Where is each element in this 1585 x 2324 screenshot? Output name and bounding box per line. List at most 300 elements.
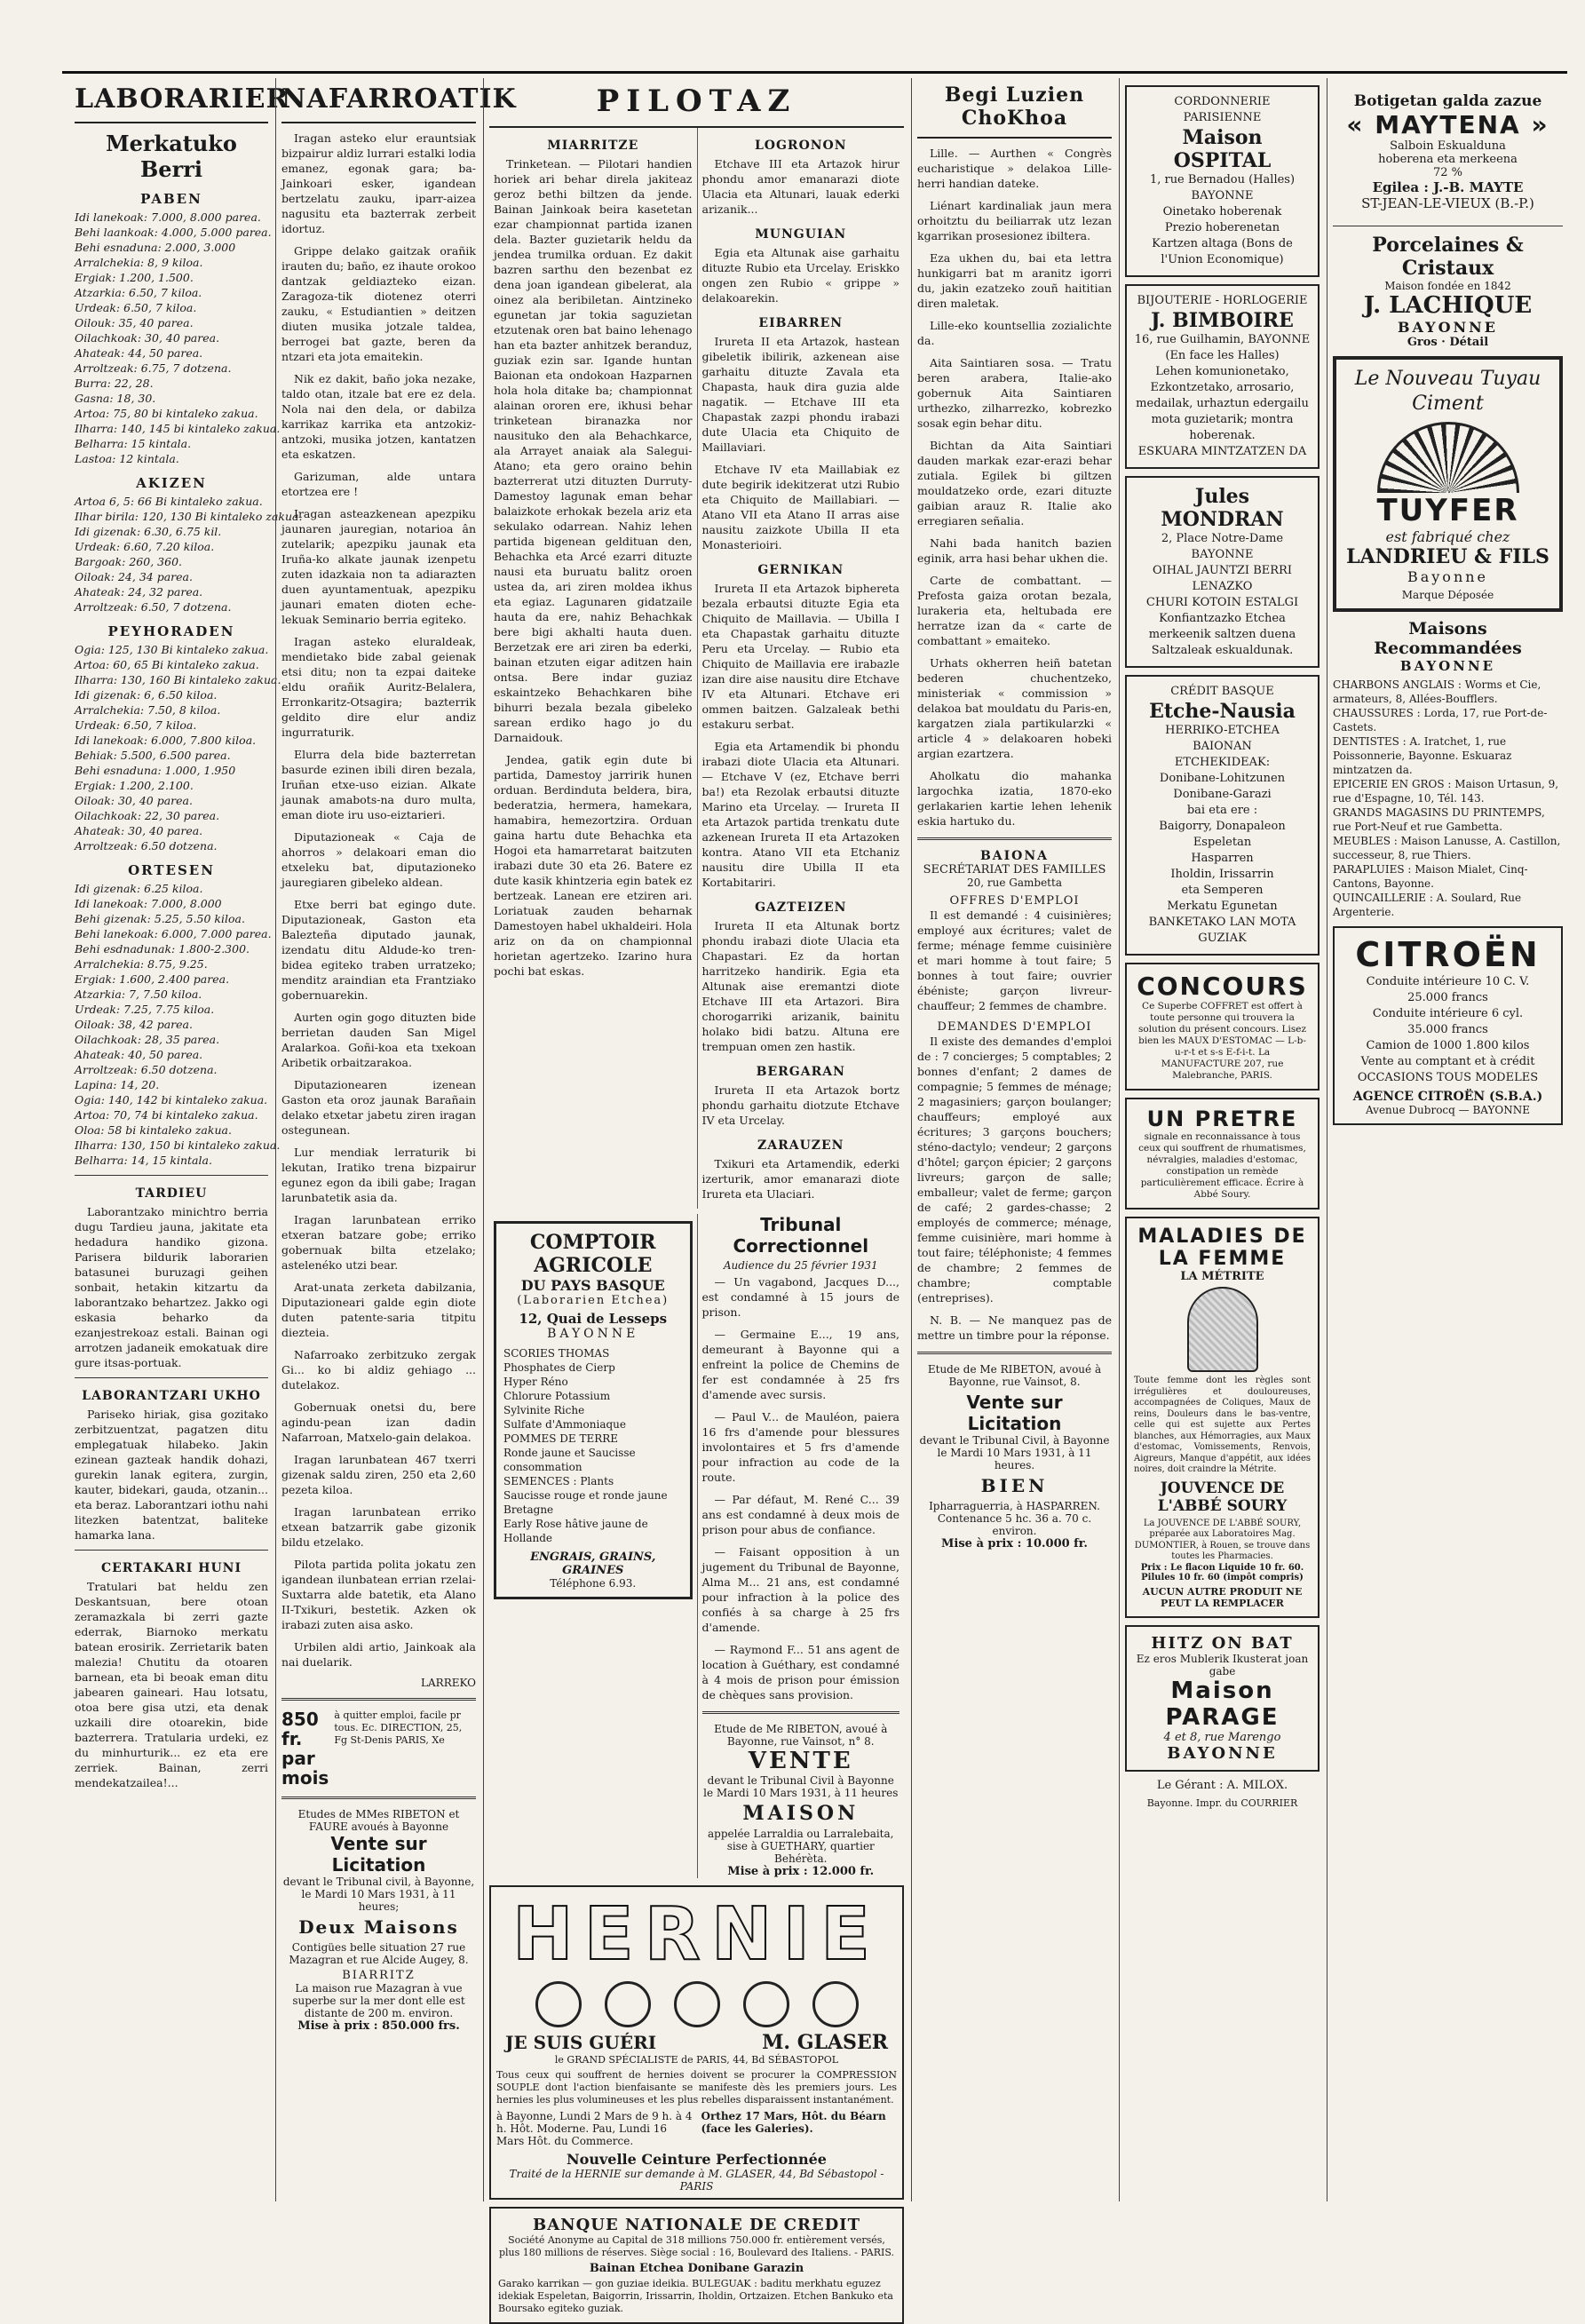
paragraph: Arat-unata zerketa dabilzania, Diputazioneari galde egin diote duten patente-saria titpitu diezteia. (281, 1281, 476, 1339)
article-list (75, 1175, 268, 1790)
market-line: Urdeak: 6.50, 7 kiloa. (75, 301, 197, 314)
citroen-brand: CITROËN (1355, 935, 1541, 974)
offres-header: BAIONA (979, 849, 1050, 863)
section-title: GAZTEIZEN (755, 900, 847, 915)
maytena-line: hoberena eta merkeena (1378, 153, 1518, 166)
tribunal-block (697, 1214, 905, 1878)
concours-ad (1125, 963, 1320, 1091)
paragraph: Iragan asteko eluraldeak, mendietako bide zabal geienak etsi ditu; non ta ezpai daiteke eldu orañik Auritz-Belalera, Erronkaritz-Otsagira; bazterrik geldito dire elur andiz ingurraturik. (281, 635, 476, 739)
lachique-city: BAYONNE (1398, 319, 1498, 336)
paragraph: Nahi bada hanitch bazien eginik, arra hasi behar ukhen die. (917, 536, 1112, 565)
gerant-line: Le Gérant : A. MILOX. (1156, 1778, 1288, 1792)
shop-ad-title: CORDONNERIE PARISIENNE (1174, 95, 1271, 124)
market-block (75, 191, 281, 466)
article-title: CERTAKARI HUNI (100, 1561, 242, 1575)
lachique-line: Maison fondée en 1842 (1384, 280, 1511, 292)
market-line: Idi gizenak: 6.30, 6.75 kil. (75, 525, 222, 538)
market-line: Oiloak: 24, 34 parea. (75, 570, 193, 583)
licitation-heading: BIEN (980, 1475, 1049, 1496)
hernie-traite: Traité de la HERNIE sur demande à M. GLASER, 44, Bd Sébastopol - PARIS (509, 2168, 884, 2193)
column-pilotaz (483, 78, 909, 2314)
market-line: Artoa: 75, 80 bi kintaleko zakua. (75, 407, 258, 420)
market-line: Arroltzeak: 6.75, 7 dotzena. (75, 361, 232, 375)
market-line: Idi lanekoak: 7.000, 8.000 parea. (75, 210, 261, 224)
product-line: SCORIES THOMAS (503, 1347, 610, 1360)
hernie-title: HERNIE (512, 1892, 881, 1977)
paragraph: Iragan larunbatean 467 txerri gizenak saldu ziren, 250 eta 2,60 pezeta kiloa. (281, 1453, 476, 1496)
citroen-line: OCCASIONS TOUS MODELES (1357, 1071, 1539, 1084)
divider (75, 1377, 268, 1378)
market-line: Oilachkoak: 28, 35 parea. (75, 1033, 220, 1046)
column-laborarier (69, 78, 303, 2201)
market-list (75, 191, 303, 1168)
market-line: Ilharra: 130, 150 bi kintaleko zakua. (75, 1138, 281, 1152)
market-line: Urdeak: 7.25, 7.75 kiloa. (75, 1003, 215, 1016)
shop-ad-line: Prezio hoberenetan (1164, 221, 1280, 234)
shop-ad (1125, 476, 1320, 668)
paragraph: Aita Saintiaren sosa. — Tratu beren arabera, Italie-ako gobernuk Aita Saintiaren urthezko, zilharrezko, kobrezko sosak egin behar ditu. (917, 356, 1112, 430)
maison-item: MEUBLES : Maison Lanusse, A. Castillon, successeur, 8, rue Thiers. (1333, 835, 1561, 861)
citroen-line: Vente au comptant et à crédit (1360, 1055, 1535, 1068)
lachique-big: Porcelaines & Cristaux (1372, 234, 1524, 280)
lachique-name: J. LACHIQUE (1363, 292, 1533, 319)
product-line: SEMENCES : Plants (503, 1475, 614, 1487)
market-line: Ahateak: 30, 40 parea. (75, 824, 203, 837)
tribunal-title: Tribunal Correctionnel (733, 1214, 869, 1257)
tribunal-item: — Faisant opposition à un jugement du Tribunal de Bayonne, Alma M... 21 ans, est condamné pour infraction à la police des confiés à sa charge à 25 frs d'amende. (701, 1545, 899, 1634)
medal-icon (812, 1981, 859, 2027)
medal-row (496, 1981, 897, 2027)
citroen-ad (1333, 926, 1563, 1125)
citroen-address: Avenue Dubrocq — BAYONNE (1366, 1104, 1530, 1116)
market-line: Idi gizenak: 6, 6.50 kiloa. (75, 688, 218, 702)
market-line: Ogia: 140, 142 bi kintaleko zakua. (75, 1093, 268, 1106)
section-text: Trinketean. — Pilotari handien horiek ari behar direla jakiteaz geroz bethi biltzen da jende. Bainan Jainkoak beira kasetetan ezar championnat partida izanen dela. Bazter guzietarik heldu da jendea trumilka orduan. Ez dakit bazren sarthu den bezenbat ez dena joan igandean gibelerat, ala oinez ala beribiletan. Aintzineko egunetan jar tokia saguzietan etzutenak oren bat baino lehenago han eta bazter anhitzek beranduz, guziak ezin sar. Igande huntan Baionan eta ondokoan Hazparnen hola hola ditake ba; championnat alainan ororen ere, ikhusi behar trinketean biranazka nor nausituko den ala Behachkarce, ala Arrayet anaiak ala Salegui-Atano; eta gero oraino behin bazterrerat utzi dituzten Durruty-Damestoy lagunak eman behar balaizkote erhokak bezela ariz eta sekulako odarrean. Nahiz lehen partida bigenean geldituan den, Behachka eta Arcé ezarri dituzte nausi eta buruatu balitz oroen ustea da, ari ziren moldea ikhus eta egiaz. Lagunaren gidatzaile hauta da ere, nahiz Behachkak bere bigi akhalti hauta duen. Berzetzak ere ari ziren ba ederki, bainan etzuten eigar aditzen hain ontsa. Bere indar guziaz eskaintzeko Behachkaren bihe bihurri bezala bezala gibeleko sarean erdiko hago jo du Darnaidouk. (494, 157, 693, 744)
lachique-ad (1333, 234, 1563, 349)
market-line: Behi esnaduna: 2.000, 3.000 (75, 241, 236, 254)
unpretre-ad (1125, 1098, 1320, 1210)
market-line: Ergiak: 1.600, 2.400 parea. (75, 972, 230, 986)
offres-title: DEMANDES D'EMPLOI (937, 1020, 1092, 1034)
market-title: PEYHORADEN (107, 623, 235, 639)
article-title: LABORANTZARI UKHO (82, 1389, 261, 1403)
market-line: Lapina: 14, 20. (75, 1078, 160, 1091)
shop-ad (1125, 284, 1320, 469)
paragraph: Lille. — Aurthen « Congrès eucharistique » delakoa Lille-herri handian dateke. (917, 147, 1112, 190)
concours-text: Ce Superbe COFFRET est offert à toute personne qui trouvera la solution du présent concours. Lisez bien les MAUX D'ESTOMAC — L-b-u-r-t et s-s E-f-i-t. La MANUFACTURE 207, rue Malebranche, PARIS. (1137, 1001, 1306, 1081)
pilotaz-body (489, 128, 904, 1209)
price-ad-text: à quitter emploi, facile pr tous. Ec. DIRECTION, 25, Fg St-Denis PARIS, Xe (334, 1709, 463, 1746)
vente-price: Mise à prix : 12.000 fr. (727, 1865, 875, 1878)
maladies-title: MALADIES DE LA FEMME (1137, 1225, 1307, 1270)
tribunal-item: — Un vagabond, Jacques D..., est condamné à 15 jours de prison. (701, 1275, 899, 1319)
section-text: Etchave IV eta Maillabiak ez dute begirik idekitzerat utzi Rubio eta Chiquito de Maillabiari. — Atano VII eta Atano II arras aise nausitu zaizkote Ubilla II eta Monasterioiri. (701, 463, 899, 551)
section-text: Irureta II eta Artazok biphereta bezala erbautsi dituzte Egia eta Chiquito de Maillavia. — Ubilla I eta Chapastak garhaitu dituzte Peru eta Urcelay. — Rubio eta Chiquito de Maillavia ere irabazle izan dire aise nausitu dire Etchave IV eta Altunari. Etchave eri ommen baitzen. Galzaleak bethi estakuru serbat. (701, 582, 899, 731)
maytena-line: Salboin Eskualduna (1390, 139, 1506, 153)
mayteña-ad (1333, 85, 1563, 218)
section-text: Irureta II eta Altunak bortz phondu irabazi diote Ulacia eta Chapastari. Ez da hortan harritzeko handirik. Egia eta Altunak aise eremantzi diote Etchave III eta Artazori. Bira chorogarriki arizanik, bainitu holako bidi batzu. Altuna ere trempuan omen zen hastik. (701, 919, 899, 1053)
maison-item: EPICERIE EN GROS : Maison Urtasun, 9, rue d'Espagne, 10, Tél. 143. (1333, 778, 1559, 805)
maladies-price: Prix : Le flacon Liquide 10 fr. 60. Pilules 10 fr. 60 (impôt compris) (1140, 1562, 1304, 1582)
shop-ad-line: OIHAL JAUNTZI BERRI LENAZKO (1153, 564, 1292, 593)
maladies-text: Toute femme dont les règles sont irrégulières et douloureuses, accompagnées de Coliques, Maux de reins, Douleurs dans le bas-ventre, celle qui est sujette aux Pertes blanches, aux Hémorragies, aux Maux d'estomac, Vomissements, Renvois, Aigreurs, Manque d'appétit, aux idées noires, doit craindre la Métrite. (1134, 1376, 1311, 1474)
market-line: Arralchekia: 8.75, 9.25. (75, 957, 208, 971)
market-title: PABEN (140, 191, 202, 207)
paragraph: Iragan asteko elur erauntsiak bizpairur aldiz lurrari estalki lodia emanez, egonak gara; ba-Jainkoari esker, igandean bertzelatu zauku, iparr-aizea nagusitu eta bazterrak zerbeit idortuz. (281, 131, 476, 235)
comptoir-tag: (Laborarien Etchea) (517, 1294, 670, 1307)
shop-ad-line: Espeletan (1193, 836, 1252, 849)
maytena-line: ST-JEAN-LE-VIEUX (B.-P.) (1361, 195, 1534, 211)
market-block (75, 475, 303, 615)
paragraph: Iragan larunbatean erriko etxean batzarrik gabe gizonik bildu etzelako. (281, 1505, 476, 1549)
sale-line: devant le Tribunal civil, à Bayonne, le Mardi 10 Mars 1931, à 11 heures; (282, 1876, 475, 1913)
licitation-title: Vente sur Licitation (966, 1392, 1063, 1434)
section-title: MUNGUIAN (755, 227, 847, 242)
market-line: Artoa: 60, 65 Bi kintaleko zakua. (75, 658, 259, 671)
divider (281, 1797, 476, 1799)
paragraph: Grippe delako gaitzak orañik irauten du; baño, ez ihaute orokoo dantzak geldiazteko eizan. Zaragoza-tik diotenez oterri zauku, « Estudiantien » deitzen diuten musika jotzale taldea, berrogei bat gazte, beren da ntzari eta jota emaitekin. (281, 244, 476, 363)
citroen-line: 35.000 francs (1407, 1023, 1488, 1036)
paragraph: Eza ukhen du, bai eta lettra hunkigarri bat m aranitz igorri du, jakin ezatzeko zouñ haititian diren maletak. (917, 251, 1112, 310)
comptoir-address: 12, Quai de Lesseps (519, 1311, 668, 1327)
market-line: Belharra: 14, 15 kintala. (75, 1154, 212, 1167)
market-line: Ahateak: 44, 50 parea. (75, 346, 203, 360)
paragraph: Elurra dela bide bazterretan basurde ezinen ibili diren bezala, Iruñan etxe-uso eizian. Alkate jaunak amabots-na duro multa, eman diote iru uso-eiztarieri. (281, 748, 476, 821)
parage-line: 4 et 8, rue Marengo (1163, 1730, 1281, 1744)
section-title: MIARRITZE (547, 139, 639, 153)
maladies-ad (1125, 1217, 1320, 1618)
shop-ad-line: Hasparren (1191, 852, 1254, 865)
shop-ads (1125, 85, 1320, 956)
offres-text: Il est demandé : 4 cuisinières; employé aux écritures; valet de ferme; ménage femme cuisinière et mari homme à tout faire; 5 bonnes à tout faire; ouvrier ébéniste; garçon livreur-chauffeur; 2 femmes de chambre. (917, 908, 1112, 1012)
market-line: Ilharra: 130, 160 Bi kintaleko zakua. (75, 673, 281, 686)
tribunal-date: Audience du 25 février 1931 (723, 1259, 878, 1272)
banque-line: Société Anonyme au Capital de 318 millions 750.000 fr. entièrement versés, plus 180 millions de réserves. Siège social : 16, Boulevard des Italiens. - PARIS. (498, 2234, 895, 2258)
price-ad (281, 1709, 476, 1788)
market-line: Oiloak: 30, 40 parea. (75, 794, 193, 807)
maytena-line: Botigetan galda zazue (1353, 92, 1542, 110)
comptoir-products (503, 1346, 683, 1545)
citroen-lines (1342, 974, 1554, 1086)
printer-line: Bayonne. Impr. du COURRIER (1146, 1797, 1298, 1809)
paragraph: Urhats okherren heiñ batetan bederen chuchentzeko, ministeriak « commission » delakoa bat mouldatu du Paris-en, kargatzen ziala partikularzki « article 4 » delakoaren hobeki argian ezartzera. (917, 656, 1112, 760)
section-masthead: NAFARROATIK (281, 78, 476, 123)
market-line: Ahateak: 40, 50 parea. (75, 1048, 203, 1061)
medal-icon (674, 1981, 720, 2027)
abbe-portrait-icon (1187, 1287, 1258, 1372)
price-ad-big: 850 fr. par mois (281, 1709, 329, 1789)
market-line: Artoa: 70, 74 bi kintaleko zakua. (75, 1108, 258, 1122)
market-line: Oilachkoak: 30, 40 parea. (75, 331, 220, 345)
tuyau-line: est fabriqué chez (1385, 528, 1510, 545)
tuyau-brand: TUYFER (1376, 493, 1519, 528)
shop-ad-line: Iholdin, Irissarrin (1170, 868, 1274, 881)
tribunal-items (702, 1274, 900, 1702)
hernie-dates: à Bayonne, Lundi 2 Mars de 9 h. à 4 h. Hôt. Moderne. Pau, Lundi 16 Mars Hôt. du Commerce. (496, 2110, 693, 2147)
concours-title: CONCOURS (1137, 972, 1308, 1001)
market-line: Urdeak: 6.60, 7.20 kiloa. (75, 540, 215, 553)
section-subhead: Merkatuko Berri (106, 131, 237, 182)
product-line: Ronde jaune et Saucisse consommation (503, 1447, 636, 1473)
section-masthead: PILOTAZ (489, 78, 904, 128)
parage-ad (1125, 1625, 1320, 1772)
article-text: Laborantzako minichtro berria dugu Tardieu jauna, jakitate eta hedadura handiko gizona. Parisera bildurik laborarien batasunei buruzagi geihen sonbait, hetakin kitzartu da laborantzako behartzez. Jakko ogi eskasia beharko da ezanjestrekoaz estali. Bainan ogi arrotzen jadaneik emokatuak dire gure itsas-portuak. (75, 1205, 268, 1369)
sale-heading: Deux Maisons (298, 1916, 459, 1938)
hernie-ad (489, 1885, 904, 2200)
market-line: Ilharra: 140, 145 bi kintaleko zakua. (75, 422, 281, 435)
paragraph: Lille-eko kountsellia zozialichte da. (917, 319, 1112, 347)
lachique-line: Gros · Détail (1407, 336, 1489, 349)
column-begi-luzien (911, 78, 1117, 2201)
banque-line: Bainan Etchea Donibane Garazin (589, 2262, 804, 2275)
vente-line: devant le Tribunal Civil à Bayonne le Mardi 10 Mars 1931, à 11 heures (703, 1774, 899, 1799)
citroen-line: Conduite intérieure 6 cyl. (1372, 1007, 1524, 1020)
shop-ad-line: Donibane-Lohitzunen (1159, 772, 1286, 785)
paragraph: Gobernuak onetsi du, bere agindu-pean izan dadin Nafarroan, Matxelo-gain delakoa. (281, 1400, 476, 1444)
maladies-text2: La JOUVENCE DE L'ABBÉ SOURY, préparée aux Laboratoires Mag. DUMONTIER, à Rouen, se trouve dans toutes les Pharmacies. (1134, 1518, 1311, 1561)
medal-icon (535, 1981, 582, 2027)
market-line: Arralchekia: 8, 9 kiloa. (75, 256, 203, 269)
tuyau-line: Marque Déposée (1401, 589, 1494, 601)
shop-ad-name: J. BIMBOIRE (1151, 309, 1294, 332)
paragraph: Urbilen aldi artio, Jainkoak ala nai duelarik. (281, 1640, 476, 1669)
shop-ad-line: 1, rue Bernadou (Halles) (1149, 173, 1296, 186)
market-line: Belharra: 15 kintala. (75, 437, 192, 450)
comptoir-ad (489, 1214, 697, 1878)
comptoir-city: BAYONNE (547, 1327, 639, 1341)
shop-ad-name: Maison OSPITAL (1173, 126, 1272, 172)
page-top-rule (62, 71, 1567, 74)
paragraph: Nafarroako zerbitzuko zergak Gi... ko bi aldiz gehiago ... dutelakoz. (281, 1348, 476, 1392)
shop-ad-name: Jules MONDRAN (1161, 485, 1284, 531)
maison-item: CHAUSSURES : Lorda, 17, rue Port-de-Castets. (1333, 707, 1548, 734)
shop-ad-line: Merkatu Egunetan (1167, 900, 1278, 913)
product-line: Sylvinite Riche (503, 1404, 585, 1416)
section-title: LOGRONON (754, 139, 847, 153)
shop-ad-title: BIJOUTERIE - HORLOGERIE (1137, 294, 1308, 307)
market-line: Oiloak: 38, 42 parea. (75, 1018, 193, 1031)
tribunal-item: — Par défaut, M. René C... 39 ans est condamné à deux mois de prison pour abus de confiance. (701, 1493, 899, 1536)
paragraph: Lur mendiak lerraturik bi lekutan, Iratiko trena bizpairur egunez egon da ibili gabe; Iragan larunbatetik asia da. (281, 1146, 476, 1204)
parage-big: Maison PARAGE (1165, 1677, 1280, 1731)
comptoir-footer: ENGRAIS, GRAINS, GRAINES (530, 1551, 656, 1577)
section-title: EIBARREN (758, 316, 844, 330)
paragraph: Carte de combattant. — Prefosta gaiza orotan bezala, lurakeria eta, heltubada ere herratze izan da « carte de combattant » emaiteko. (917, 574, 1112, 647)
article-title: TARDIEU (135, 1186, 208, 1201)
sale-notice (281, 1808, 476, 2033)
shop-ad-name: Etche-Nausia (1149, 700, 1296, 723)
shop-ad-line: eta Semperen (1181, 884, 1264, 897)
market-line: Ahateak: 24, 32 parea. (75, 585, 203, 599)
market-line: Idi lanekoak: 6.000, 7.800 kiloa. (75, 734, 257, 747)
shop-ad-line: Lehen komunionetako, Ezkontzetako, arrosario, medailak, urhaztun edergailu mota guzietarik; montra hoberenak. (1136, 365, 1309, 442)
section-text: Irureta II eta Artazok bortz phondu garhaitu diotzute Etchave IV eta Urcelay. (701, 1083, 899, 1127)
paragraph: Nik ez dakit, baño joka nezake, taldo otan, itzale bat ere ez dela. Nola nai den dela, or dabilza karrikaz karrika eta antzokiz-antzoki, musika jotzen, kantatzen eta eskatzen. (281, 372, 476, 461)
hernie-ceinture: Nouvelle Ceinture Perfectionnée (567, 2151, 827, 2168)
pilotaz-left (489, 128, 697, 1209)
product-line: Chlorure Potassium (503, 1390, 611, 1402)
market-line: Oilachkoak: 22, 30 parea. (75, 809, 220, 822)
market-line: Arralchekia: 7.50, 8 kiloa. (75, 703, 221, 717)
divider (917, 1352, 1112, 1354)
market-line: Arroltzeak: 6.50, 7 dotzena. (75, 600, 232, 614)
market-line: Behi lanekoak: 6.000, 7.000 parea. (75, 927, 272, 940)
divider (75, 1175, 268, 1176)
market-line: Arroltzeak: 6.50 dotzena. (75, 839, 218, 853)
tribunal-item: — Paul V... de Mauléon, paiera 16 frs d'amende pour blessures involontaires et 5 frs d'amende pour infraction au code de la route. (701, 1410, 899, 1484)
offres-header: SECRÉTARIAT DES FAMILLES (923, 863, 1106, 876)
citroen-line: Conduite intérieure 10 C. V. (1366, 975, 1530, 988)
sale-place: BIARRITZ (342, 1969, 416, 1982)
paragraph: Aurten ogin gogo dituzten bide berrietan dauden San Migel Aralarkoa. Goñi-koa eta txekoan Aribetik orbaitzarakoa. (281, 1011, 476, 1069)
offres-text: Il existe des demandes d'emploi de : 7 concierges; 5 comptables; 2 bonnes d'enfant; 2 dames de compagnie; 5 femmes de ménage; 2 magasiniers; garçon boulanger; chauffeurs; employé aux écritures; 3 garçons bouchers; sténo-dactylo; vendeur; 2 garçons d'hôtel; garçon épicier; 2 garçons livreurs; garçon de salle; emballeur; valet de ferme; garçon de café; 2 gardes-chasse; 2 employés de commerce; ménage, femme cuisinière, mari homme à tout faire; téléphoniste; 4 femmes de chambre; 2 femmes de chambre; comptable (entreprises). (917, 1035, 1112, 1305)
banque-title: BANQUE NATIONALE DE CREDIT (532, 2216, 860, 2234)
paragraph: Aholkatu dio mahanka largochka izatia, 1870-eko gerlakarien kartie lehen lehenik eskia hartuko du. (917, 769, 1112, 828)
market-line: Urdeak: 6.50, 7 kiloa. (75, 718, 197, 732)
maisons-city: BAYONNE (1399, 658, 1496, 674)
product-line: Phosphates de Cierp (503, 1361, 615, 1374)
shop-ad-line: Baigorry, Donapaleon (1159, 820, 1286, 833)
maisons-block (1333, 619, 1563, 919)
shop-ad-line: bai eta ere : (1186, 804, 1258, 817)
comptoir-phone: Téléphone 6.93. (550, 1577, 637, 1590)
section-masthead: Begi Luzien ChoKhoa (917, 78, 1112, 139)
tuyau-city: Bayonne (1407, 568, 1489, 585)
column-ads (1119, 78, 1325, 2201)
market-title: ORTESEN (128, 862, 215, 878)
section-text: Txikuri eta Artamendik, ederki izerturik, amor emanarazi diote Irureta eta Ulaciari. (701, 1157, 899, 1201)
citroen-line: Camion de 1000 1.800 kilos (1366, 1039, 1530, 1052)
maytena-line: 72 % (1432, 166, 1463, 179)
paragraph: Bichtan da Aita Saintiari dauden markak ezar-erazi behar zutiala. Egilek bi giltzen mouldatzeko orde, ezari dituzte gaibian arauz R. Italie ako erregiaren señalia. (917, 439, 1112, 527)
tuyau-name: LANDRIEU & FILS (1346, 545, 1549, 568)
paragraph: Iragan larunbatean erriko etxeran batzare gobe; erriko gobernuak bilta etzelako; astelenéko utzi bear. (281, 1213, 476, 1272)
unpretre-title: UN PRETRE (1146, 1106, 1298, 1131)
shop-ad-line: Kartzen altaga (Bons de l'Union Economique) (1152, 237, 1293, 266)
tuyau-ad (1333, 356, 1563, 612)
column-nafarroatik (275, 78, 517, 2201)
section-text: Etchave III eta Artazok hirur phondu amor emanarazi diote Ulacia eta Altunari, lauak ederki arizanik... (701, 157, 899, 216)
paragraph: Diputazioneak « Caja de ahorros » delakoari eman dio etxeleku bat, diputazioneko jauregiaren gibeleko aldean. (281, 830, 476, 889)
sale-detail: La maison rue Mazagran à vue superbe sur la mer dont elle est distante de 200 m. environ. (292, 1982, 465, 2019)
column-ads-right (1327, 78, 1568, 2201)
market-line: Ogia: 125, 130 Bi kintaleko zakua. (75, 643, 269, 656)
sunburst-icon (1377, 422, 1519, 493)
market-block (75, 862, 281, 1168)
market-line: Burra: 22, 28. (75, 377, 154, 390)
shop-ad-line: Konfiantzazko Etchea (1159, 612, 1286, 625)
market-line: Bargoak: 260, 360. (75, 555, 182, 568)
market-line: Ergiak: 1.200, 2.100. (75, 779, 194, 792)
citroen-agency: AGENCE CITROËN (S.B.A.) (1352, 1090, 1543, 1104)
shop-ad-title: CRÉDIT BASQUE (1170, 685, 1274, 698)
market-title: AKIZEN (136, 475, 207, 491)
maladies-sub: LA MÉTRITE (1180, 1270, 1264, 1283)
market-line: Ilhar birila: 120, 130 Bi kintaleko zakua. (75, 510, 303, 523)
market-line: Oloa: 58 bi kintaleko zakua. (75, 1123, 232, 1137)
maisons-list (1333, 678, 1563, 919)
citroen-line: 25.000 francs (1407, 991, 1488, 1004)
market-line: Behi gizenak: 5.25, 5.50 kiloa. (75, 912, 245, 925)
pilotaz-lower (489, 1214, 904, 1878)
maison-item: QUINCAILLERIE : A. Soulard, Rue Argenterie. (1333, 892, 1522, 918)
paragraph: Diputazionearen izenean Gaston eta oroz jaunak Barañain delako etxetar jabetu ziren iragan ostegunean. (281, 1078, 476, 1137)
section-title: GERNIKAN (757, 563, 844, 577)
unpretre-text: signale en reconnaissance à tous ceux qui souffrent de rhumatismes, névralgies, maladies d'estomac, constipation un remède particulièrement efficace. Écrire à Abbé Soury. (1138, 1131, 1306, 1200)
vente-line: Etude de Me RIBETON, avoué à Bayonne, rue Vainsot, n° 8. (714, 1723, 888, 1748)
shop-ad (1125, 85, 1320, 277)
section-title: ZARAUZEN (757, 1138, 844, 1153)
licitation-line: devant le Tribunal Civil, à Bayonne le Mardi 10 Mars 1931, à 11 heures. (919, 1434, 1110, 1471)
article-body (917, 146, 1112, 829)
hernie-glaser: M. GLASER (762, 2031, 888, 2054)
comptoir-title: COMPTOIR AGRICOLE (529, 1231, 656, 1277)
offres-note: N. B. — Ne manquez pas de mettre un timbre pour la réponse. (917, 1313, 1112, 1342)
market-line: Arroltzeak: 6.50 dotzena. (75, 1063, 218, 1076)
section-text: Egia eta Altunak aise garhaitu dituzte Rubio eta Urcelay. Eriskko ongen zen Rubio « grippe » delakoarekin. (701, 246, 899, 305)
sale-title: Vente sur Licitation (330, 1833, 427, 1876)
licitation-text: Ipharraguerria, à HASPARREN. Contenance 5 hc. 36 a. 70 c. environ. (929, 1500, 1100, 1537)
licitation-line: Etude de Me RIBETON, avoué à Bayonne, rue Vainsot, 8. (927, 1363, 1102, 1388)
licitation-price: Mise à prix : 10.000 fr. (941, 1537, 1088, 1551)
section-title: BERGARAN (756, 1065, 845, 1079)
maison-item: DENTISTES : A. Iratchet, 1, rue Poissonnerie, Bayonne. Eskuaraz mintzatzen da. (1333, 735, 1512, 776)
divider (75, 1550, 268, 1551)
paragraph: Liénart kardinaliak jaun mera orhoitztu du beiliarrak utz lezan kgarrikan prosesionez ibiltera. (917, 199, 1112, 242)
hernie-gueri: JE SUIS GUÉRI (505, 2032, 657, 2053)
divider (281, 1698, 476, 1701)
market-line: Gasna: 18, 30. (75, 392, 156, 405)
market-line: Atzarkia: 6.50, 7 kiloa. (75, 286, 202, 299)
product-line: POMMES DE TERRE (503, 1432, 619, 1445)
section-text: Irureta II eta Artazok, hastean gibeletik ibilirik, azkenean aise garhaitu dituzte Zavala eta Chapasta, hauk dira guzia alde nagatik. — Etchave III eta Chapastak zazpi phondu irabazi dute Ulacia eta Chiquito de Maillaviari. (701, 335, 899, 454)
offres-title: OFFRES D'EMPLOI (949, 894, 1080, 908)
shop-ad-line: Donibane-Garazi (1173, 788, 1272, 801)
product-line: Hyper Réno (503, 1376, 568, 1388)
paragraph: Iragan asteazkenean apezpiku jaunaren jauregian, notarioa ân zutelarik; apezpiku jaunak eta Iruña-ko alkate jaunak izenpetu zuten idazkaia non ta adiarazten duen ayuntamentuak, apezpiku jaunari ematen dioten eche-lekuak Seminario berria egiteko. (281, 507, 476, 626)
market-block (75, 623, 281, 853)
shop-ad-line: 2, Place Notre-Dame (1161, 532, 1284, 545)
market-line: Artoa 6, 5: 66 Bi kintaleko zakua. (75, 495, 263, 508)
parage-city: BAYONNE (1167, 1743, 1278, 1763)
shop-ad-line: BAYONNE (1191, 189, 1254, 202)
shop-ad-line: CHURI KOTOIN ESTALGI (1145, 596, 1299, 609)
medal-icon (743, 1981, 789, 2027)
pilotaz-right (697, 128, 905, 1209)
tribunal-item: — Germaine E..., 19 ans, demeurant à Bayonne qui a enfreint la police de Chemins de fer est condamnée à 25 frs d'amende avec sursis. (701, 1328, 899, 1401)
comptoir-sub: DU PAYS BASQUE (520, 1277, 665, 1294)
shop-ad-line: ESKUARA MINTZATZEN DA (1137, 445, 1307, 458)
shop-ad-line: Oinetako hoberenak (1162, 205, 1282, 218)
sale-line: Etudes de MMes RIBETON et FAURE avoués à Bayonne (297, 1808, 460, 1833)
maison-item: PARAPLUIES : Maison Mialet, Cinq-Cantons, Bayonne. (1333, 863, 1528, 890)
product-line: Early Rose hâtive jaune de Hollande (503, 1518, 648, 1544)
maytena-line: Egilea : J.-B. MAYTE (1372, 179, 1524, 195)
offres-address: 20, rue Gambetta (967, 876, 1062, 889)
market-line: Behi laankoak: 4.000, 5.000 parea. (75, 226, 272, 239)
market-line: Atzarkia: 7, 7.50 kiloa. (75, 988, 202, 1001)
product-line: Saucisse rouge et ronde jaune Bretagne (503, 1489, 668, 1516)
section-text: Jendea, gatik egin dute bi partida, Damestoy jarririk hunen orduan. Berdinduta beldera, bira, bederatzia, hermera, hamekara, hamabira, hemezortzira. Orduan gaina hartu dute Behachka eta Hogoi eta hamarretarat baitzuten irabazi dute 30 eta 26. Batere ez dute kasik khintzeria egin batek ez bertzeak. Lanean ere etziren ari. Loriatuak zauden beharnak Damestoyen habel ukhaldeiri. Hola ariz on da on championnal horietan agertzeko. Izarino hura pochi bat eskas. (494, 753, 693, 978)
hernie-glaser-sub: le GRAND SPÉCIALISTE de PARIS, 44, Bd SÉBASTOPOL (554, 2054, 839, 2066)
market-line: Idi lanekoak: 7.000, 8.000 (75, 897, 222, 910)
market-line: Behi esdnadunak: 1.800-2.300. (75, 942, 250, 956)
tuyau-title: Le Nouveau Tuyau Ciment (1354, 368, 1541, 415)
offres-block (917, 849, 1112, 908)
maison-item: GRANDS MAGASINS DU PRINTEMPS, rue Port-Neuf et rue Gambetta. (1333, 806, 1545, 833)
vente-heading: MAISON (742, 1802, 860, 1825)
market-line: Idi gizenak: 6.25 kiloa. (75, 882, 203, 895)
